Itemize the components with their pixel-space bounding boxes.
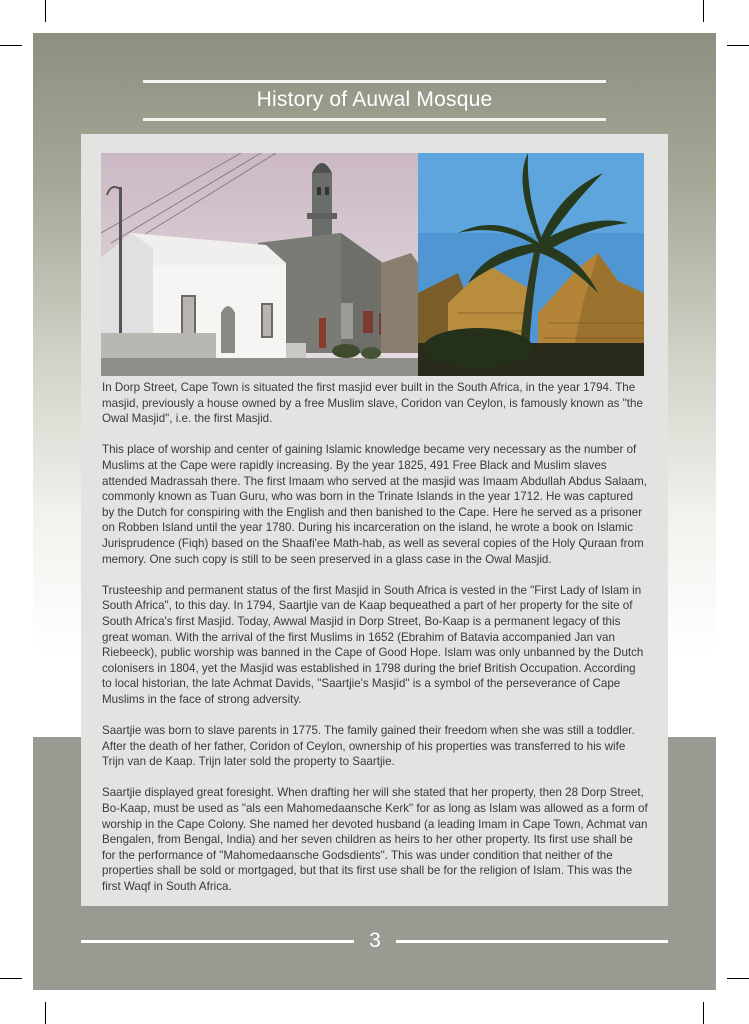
crop-mark — [703, 1002, 704, 1024]
crop-mark — [0, 45, 22, 46]
page-title: History of Auwal Mosque — [256, 88, 493, 111]
crop-mark — [727, 978, 749, 979]
paragraph: Saartjie displayed great foresight. When drafting her will she stated that her property, then 28 Dorp Street, Bo-Kaap, must be used as "als een Mahomedaansche Kerk" for as long as Islam was allowed as a form of worship in the Cape Colony. She named her devoted husband (a leading Imam in Cape Town, Achmat van Bengalen, from Bengal, India) and her seven children as heirs to her other property. Its first use shall be for the performance of "Mahomedaansche Godsdients". This was under condition that neither of the properties shall be sold or mortgaged, but that its first use shall be for the religion of Islam. This was the first Waqf in South Africa. — [102, 786, 648, 893]
paragraph: This place of worship and center of gaining Islamic knowledge became very necessary as the number of Muslims at the Cape were rapidly increasing. By the year 1825, 491 Free Black and Muslim slaves attended Madrassah there. The first Imaam who served at the masjid was Imaam Abdullah Abdus Salaam, commonly known as Tuan Guru, who was born in the Trinate Islands in the year 1712. He was captured by the Dutch for conspiring with the English and then banished to the Cape. Here he served as a prisoner on Robben Island until the year 1780. During his incarceration on the island, he wrote a book on Islamic Jurisprudence (Fiqh) based on the Shaafi'ee Math-hab, as well as several copies of the Holy Quraan from memory. One such copy is still to be seen preserved in a glass case in the Owal Masjid. — [102, 443, 647, 566]
title-rule-bottom — [143, 118, 606, 121]
crop-mark — [703, 0, 704, 22]
page-number: 3 — [369, 929, 381, 952]
mosque-photo — [101, 153, 418, 376]
ruins-with-palm-photo — [418, 153, 644, 376]
article-body — [102, 380, 648, 910]
crop-mark — [0, 978, 22, 979]
crop-mark — [727, 45, 749, 46]
crop-mark — [45, 1002, 46, 1024]
paragraph: Saartjie was born to slave parents in 1775. The family gained their freedom when she was still a toddler. After the death of her father, Coridon of Ceylon, ownership of his properties was transferred to his wife Trijn van de Kaap. Trijn later sold the property to Saartjie. — [102, 724, 635, 769]
paragraph: Trusteeship and permanent status of the first Masjid in South Africa is vested in the "First Lady of Islam in South Africa", to this day. In 1794, Saartjie van de Kaap bequeathed a part of her property for the site of South Africa's first Masjid. Today, Awwal Masjid in Dorp Street, Bo-Kaap is a permanent legacy of this great woman. With the arrival of the first Muslims in 1652 (Ebrahim of Batavia accompanied Jan van Riebeeck), public worship was banned in the Cape of Good Hope. Islam was only unbanned by the Dutch colonisers in 1804, yet the Masjid was established in 1798 during the brief British Occupation. According to local historian, the late Achmat Davids, "Saartjie's Masjid" is a symbol of the perseverance of Cape Muslims in the face of strong adversity. — [102, 583, 644, 706]
title-rule-top — [143, 80, 606, 83]
footer-rule-left — [81, 940, 354, 943]
crop-mark — [45, 0, 46, 22]
paragraph: In Dorp Street, Cape Town is situated the first masjid ever built in the South Africa, in the year 1794. The masjid, previously a house owned by a free Muslim slave, Coridon van Ceylon, is famously known as "the Owal Masjid", i.e. the first Masjid. — [102, 381, 643, 426]
footer-rule-right — [396, 940, 668, 943]
